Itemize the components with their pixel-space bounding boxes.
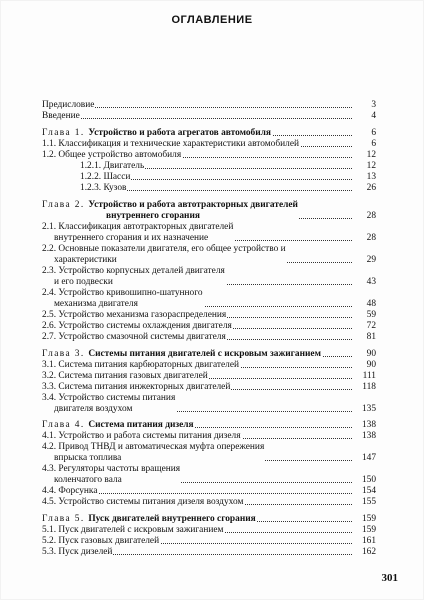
entry-page-number: 28: [366, 211, 376, 221]
entry-title: [42, 420, 195, 431]
entry-page-number: 81: [366, 332, 376, 342]
chapter-entry[interactable]: [42, 128, 376, 139]
entry-title: [42, 497, 244, 508]
toc-entry[interactable]: [42, 525, 376, 536]
entry-text: Пуск двигателей внутреннего сгорания: [88, 514, 256, 524]
entry-title: [42, 393, 176, 415]
entry-page-number: 90: [366, 349, 376, 359]
entry-page-number: 6: [371, 128, 376, 138]
toc-entry[interactable]: [42, 464, 376, 486]
chapter-entry[interactable]: [42, 200, 376, 222]
toc-entry[interactable]: [42, 266, 376, 288]
entry-title: [42, 244, 287, 266]
entry-page-number: 159: [361, 525, 376, 535]
entry-title: [42, 371, 209, 382]
entry-text-continued: двигателя воздухом: [54, 404, 133, 414]
toc-entry[interactable]: [42, 536, 376, 547]
chapter-entry[interactable]: [42, 349, 376, 360]
entry-text: Системы питания двигателей с искровым зажиганием: [88, 349, 321, 359]
entry-page-number: 28: [366, 233, 376, 243]
toc-entry[interactable]: [42, 360, 376, 371]
entry-page-number: 155: [361, 497, 376, 507]
toc-entry[interactable]: [42, 310, 376, 321]
entry-text: 2.4. Устройство кривошипно-шатунного: [42, 288, 203, 298]
entry-text: 2.7. Устройство смазочной системы двигателя: [42, 332, 226, 342]
entry-page-number: 29: [366, 255, 376, 265]
entry-title: [42, 128, 272, 139]
toc-entry[interactable]: [42, 431, 376, 442]
toc-entry[interactable]: [42, 382, 376, 393]
entry-page-number: 90: [366, 360, 376, 370]
entry-title: [42, 100, 95, 111]
entry-page-number: 138: [361, 420, 376, 430]
entry-text: 4.1. Устройство и работа системы питания дизеля: [42, 431, 241, 441]
entry-page-number: 6: [371, 139, 376, 149]
entry-text: 2.1. Классификация автотракторных двигателей: [42, 222, 234, 232]
entry-title: [42, 382, 231, 393]
toc-entry[interactable]: [42, 100, 376, 111]
entry-title: [80, 161, 145, 172]
entry-text: 2.6. Устройство системы охлаждения двигателя: [42, 321, 232, 331]
entry-title: [42, 321, 233, 332]
chapter-label: Глава 3.: [42, 349, 89, 359]
entry-text-continued: механизма двигателя: [54, 299, 138, 309]
entry-page-number: 13: [366, 172, 376, 182]
entry-text-continued: внутреннего сгорания и их назначение: [54, 233, 209, 243]
entry-title: [42, 525, 224, 536]
toc-entry[interactable]: [42, 111, 376, 122]
entry-title: [42, 486, 99, 497]
toc-entry[interactable]: [42, 371, 376, 382]
toc-entry[interactable]: [42, 547, 376, 558]
entry-page-number: 26: [366, 183, 376, 193]
entry-text: Устройство и работа агрегатов автомобиля: [88, 128, 271, 138]
entry-text: 3.2. Система питания газовых двигателей: [42, 371, 208, 381]
entry-page-number: 59: [366, 310, 376, 320]
entry-title: [42, 150, 182, 161]
entry-title: [42, 431, 242, 442]
dot-leader: [42, 118, 352, 119]
entry-text: 5.3. Пуск дизелей: [42, 547, 113, 557]
entry-title: [80, 172, 131, 183]
entry-page-number: 48: [366, 299, 376, 309]
entry-page-number: 138: [361, 431, 376, 441]
entry-text: 2.2. Основные показатели двигателя, его общее устройство и: [42, 244, 286, 254]
chapter-entry[interactable]: [42, 514, 376, 525]
toc-entry[interactable]: [42, 222, 376, 244]
entry-text: 4.3. Регуляторы частоты вращения: [42, 464, 181, 474]
entry-text: 4.4. Форсунка: [42, 486, 98, 496]
entry-title: [42, 266, 226, 288]
entry-text: 3.3. Система питания инжекторных двигателей: [42, 382, 231, 392]
entry-title: [42, 139, 300, 150]
entry-text: 1.2. Общее устройство автомобиля: [42, 150, 182, 160]
entry-title: [42, 536, 160, 547]
entry-page-number: 3: [371, 100, 376, 110]
entry-text-continued: внутреннего сгорания: [106, 211, 200, 221]
entry-title: [42, 514, 257, 525]
toc-entry[interactable]: [42, 150, 376, 161]
entry-page-number: 161: [361, 536, 376, 546]
entry-page-number: 147: [361, 453, 376, 463]
entry-text-continued: впрыска топлива: [54, 453, 122, 463]
entry-title: [42, 310, 227, 321]
entry-title: [42, 200, 299, 222]
entry-text: 5.1. Пуск двигателей с искровым зажиганием: [42, 525, 224, 535]
entry-text: 1.1. Классификация и технические характеристики автомобилей: [42, 139, 300, 149]
entry-text: 3.4. Устройство системы питания: [42, 393, 176, 403]
entry-page-number: 162: [361, 547, 376, 557]
entry-title: [42, 464, 181, 486]
entry-text: 2.3. Устройство корпусных деталей двигателя: [42, 266, 225, 276]
entry-title: [42, 547, 113, 558]
entry-text: 4.2. Привод ТНВД и автоматическая муфта опережения: [42, 442, 265, 452]
chapter-label: Глава 4.: [42, 420, 89, 430]
entry-title: [42, 349, 322, 360]
entry-page-number: 4: [371, 111, 376, 121]
toc-entry[interactable]: [42, 442, 376, 464]
entry-page-number: 12: [366, 161, 376, 171]
entry-title: [42, 360, 240, 371]
entry-text: Предисловие: [42, 100, 95, 110]
toc-entry[interactable]: [42, 321, 376, 332]
chapter-label: Глава 1.: [42, 128, 89, 138]
entry-title: [42, 332, 227, 343]
entry-title: [42, 288, 204, 310]
entry-text: 1.2.3. Кузов: [80, 183, 127, 193]
entry-text: Система питания дизеля: [88, 420, 194, 430]
entry-title: [42, 111, 81, 122]
entry-text: Устройство и работа автотракторных двигателей: [88, 200, 298, 210]
page-number: 301: [381, 572, 398, 584]
toc-entry[interactable]: [80, 172, 376, 183]
toc-entry[interactable]: [42, 244, 376, 266]
toc-entry[interactable]: [80, 183, 376, 194]
entry-page-number: 111: [362, 371, 376, 381]
entry-text: 2.5. Устройство механизма газораспределения: [42, 310, 227, 320]
entry-title: [42, 222, 234, 244]
entry-text-continued: и его подвески: [54, 277, 113, 287]
toc-entry[interactable]: [42, 497, 376, 508]
toc-entry[interactable]: [42, 486, 376, 497]
toc-entry[interactable]: [42, 393, 376, 415]
entry-title: [42, 442, 265, 464]
chapter-entry[interactable]: [42, 420, 376, 431]
entry-text-continued: коленчатого вала: [54, 475, 122, 485]
entry-text: 4.5. Устройство системы питания дизеля воздухом: [42, 497, 244, 507]
toc-entry[interactable]: [80, 161, 376, 172]
entry-page-number: 150: [361, 475, 376, 485]
toc-entry[interactable]: [42, 139, 376, 150]
entry-page-number: 154: [361, 486, 376, 496]
entry-page-number: 43: [366, 277, 376, 287]
entry-page-number: 159: [361, 514, 376, 524]
entry-text-continued: характеристики: [54, 255, 117, 265]
entry-text: Введение: [42, 111, 80, 121]
entry-text: 1.2.1. Двигатель: [80, 161, 145, 171]
entry-text: 1.2.2. Шасси: [80, 172, 131, 182]
toc-entry[interactable]: [42, 332, 376, 343]
entry-text: 5.2. Пуск газовых двигателей: [42, 536, 160, 546]
chapter-label: Глава 5.: [42, 514, 89, 524]
page-title: ОГЛАВЛЕНИЕ: [171, 14, 253, 26]
entry-page-number: 135: [361, 404, 376, 414]
entry-text: 3.1. Система питания карбюраторных двигателей: [42, 360, 239, 370]
entry-page-number: 12: [366, 150, 376, 160]
entry-title: [80, 183, 127, 194]
entry-page-number: 118: [362, 382, 376, 392]
toc-entry[interactable]: [42, 288, 376, 310]
entry-page-number: 72: [366, 321, 376, 331]
chapter-label: Глава 2.: [42, 200, 89, 210]
